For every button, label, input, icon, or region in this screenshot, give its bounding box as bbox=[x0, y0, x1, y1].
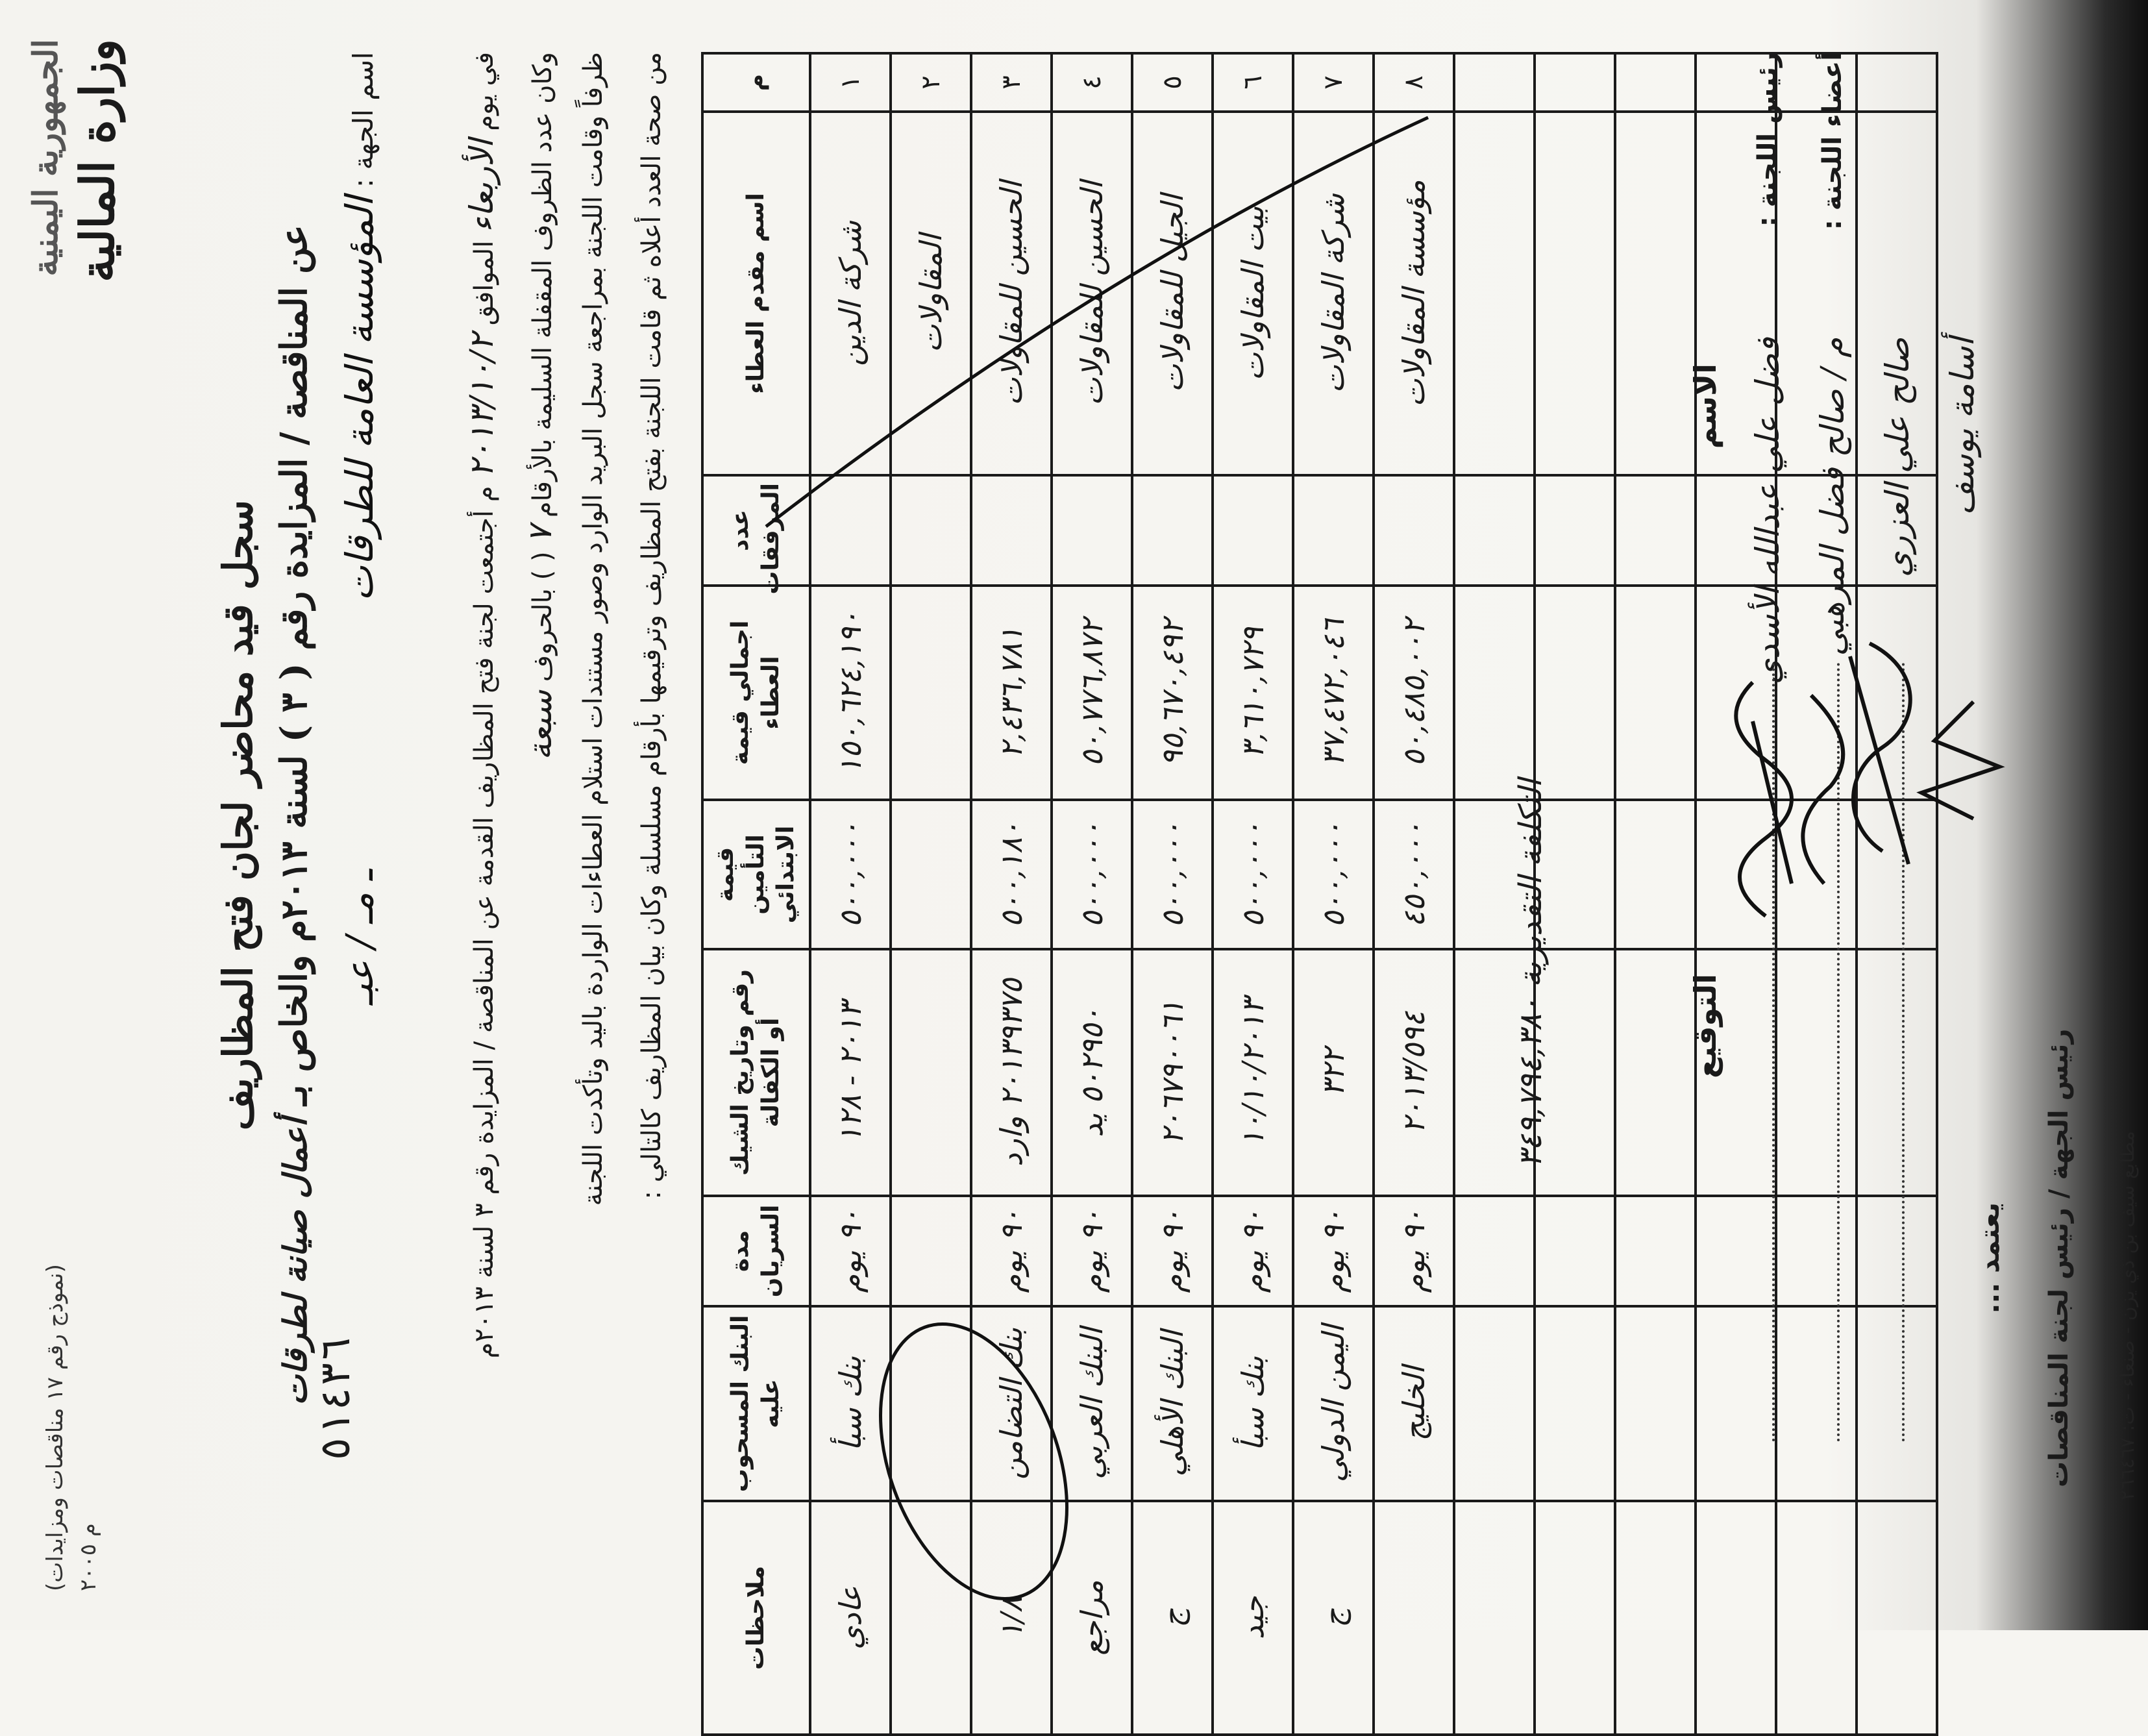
approval-label: يعتمد ... bbox=[1973, 1202, 2005, 1314]
col-header-check: رقم وتاريخ الشيك أو الكفالة bbox=[702, 949, 810, 1196]
cell-validity: ٩٠ يوم bbox=[1052, 1196, 1132, 1306]
cell-validity: ٩٠ يوم bbox=[971, 1196, 1052, 1306]
col-header-notes: ملاحظات bbox=[702, 1501, 810, 1735]
col-header-validity: مدة السريان bbox=[702, 1196, 810, 1306]
cell-insurance: ٥٠٠,٠٠٠ bbox=[1213, 800, 1293, 949]
envelope-count-number: ٧ bbox=[521, 525, 559, 543]
cell-validity: ٩٠ يوم bbox=[1213, 1196, 1293, 1306]
cell-total: ٢,٤٣٦,٧٨١ bbox=[971, 586, 1052, 800]
cell-insurance: ٥٠٠,٠٠٠ bbox=[1132, 800, 1213, 949]
cell-validity: ٩٠ يوم bbox=[1132, 1196, 1213, 1306]
entity-value: المؤسسة العامة للطرقات bbox=[338, 196, 382, 602]
cell-bank: البنك العربي bbox=[1052, 1306, 1132, 1501]
form-number-label: (نموذج رقم ١٧ مناقصات ومزايدات) bbox=[42, 1264, 68, 1591]
members-label: أعضاء اللجنة : bbox=[1818, 52, 1847, 230]
cell-total: ٩٥,٦٧٠,٤٩٢ bbox=[1132, 586, 1213, 800]
cell-insurance: ٥٠٠,٠٠٠ bbox=[1052, 800, 1132, 949]
opening-line: من صحة العدد أعلاه ثم قامت اللجنة بفتح المظاريف وترقيمها بأرقام مسلسلة وكان بيان المظاريف كالتالي : bbox=[637, 52, 667, 1200]
cell-notes: ج bbox=[1293, 1501, 1374, 1735]
meeting-prefix: في يوم bbox=[469, 52, 499, 131]
cell-notes: جيد bbox=[1213, 1501, 1293, 1735]
form-year: م ٢٠٠٥ bbox=[75, 1523, 101, 1591]
cell-total: ١٥٠,٦٢٤,١٩٠ bbox=[810, 586, 891, 800]
meeting-text: م أجتمعت لجنة فتح المظاريف القدمة عن المناقصة / المزايدة رقم ٣ لسنة ٢٠١٣م bbox=[469, 486, 499, 1359]
cell-insurance: ٤٥٠,٠٠٠ bbox=[1374, 800, 1454, 949]
cell-check: ٢٠١٣ - ١٢٨ bbox=[810, 949, 891, 1196]
document-number: ٥١٤٣٦ bbox=[312, 1336, 360, 1461]
col-header-total: اجمالي قيمة العطاء bbox=[702, 586, 810, 800]
cell-bank: بنك سبأ bbox=[810, 1306, 891, 1501]
estimated-cost-value: ٣٤٩,٧٩٤,٣٨٠ bbox=[1512, 997, 1549, 1168]
cell-bank: الخليج bbox=[1374, 1306, 1454, 1501]
entity-handwritten-note: ـ مـ / عبـ bbox=[338, 869, 382, 1006]
meeting-date-label: الموافق bbox=[469, 240, 499, 326]
cell-bidder: الجيل للمقاولات bbox=[1132, 112, 1213, 475]
cell-notes: ج bbox=[1132, 1501, 1213, 1735]
cell-bidder: بيت المقاولات bbox=[1213, 112, 1293, 475]
name-column-header: الاسم bbox=[1688, 364, 1723, 449]
cell-no: ٢ bbox=[891, 53, 971, 112]
cell-check: ٢٠١٣٩٣٧٥ وارد bbox=[971, 949, 1052, 1196]
chair-signature-scribble bbox=[1736, 682, 1792, 916]
cell-bidder: الحسين للمقاولات bbox=[971, 112, 1052, 475]
cell-bidder: شركة المقاولات bbox=[1293, 112, 1374, 475]
chair-label: رئيس اللجنة : bbox=[1753, 52, 1783, 227]
cell-no: ٤ bbox=[1052, 53, 1132, 112]
approval-role: رئيس الجهة / رئيس لجنة المناقصات bbox=[2044, 1028, 2074, 1487]
diagonal-void-line bbox=[766, 118, 1428, 527]
envelope-count-text: وكان عدد الظروف المقفلة السليمة بالأرقام bbox=[528, 52, 558, 518]
member3-name: أسامة يوسف bbox=[1944, 338, 1981, 515]
member2-signature-scribble bbox=[1850, 643, 1910, 864]
cell-bank: اليمن الدولي bbox=[1293, 1306, 1374, 1501]
cell-validity: ٩٠ يوم bbox=[1293, 1196, 1374, 1306]
meeting-day: الأربعاء bbox=[463, 139, 500, 232]
cell-check: ٢٠١٣/٥٩٤ bbox=[1374, 949, 1454, 1196]
signature-column-header: التوقيع bbox=[1688, 974, 1723, 1078]
chair-name: فضل علي عبدالله الأسدي bbox=[1749, 338, 1786, 685]
cell-bank: بنك التضامن bbox=[971, 1306, 1052, 1501]
cell-no: ٦ bbox=[1213, 53, 1293, 112]
register-title: سجل قيد محاضر لجان فتح المظاريف bbox=[214, 499, 262, 1131]
cell-no: ١ bbox=[810, 53, 891, 112]
cell-insurance: ٥٠٠,٠٠٠ bbox=[1293, 800, 1374, 949]
envelope-count-words: سبعة bbox=[521, 689, 559, 760]
cell-bidder: شركة الدين bbox=[810, 112, 891, 475]
col-header-no: م bbox=[702, 53, 810, 112]
cell-total: ٥٠,٤٨٥,٠٠٢ bbox=[1374, 586, 1454, 800]
cell-total: ٣,٦١٠,٧٢٩ bbox=[1213, 586, 1293, 800]
envelope-count-words-label: ( ) بالحروف bbox=[528, 551, 558, 682]
ministry-name: وزارة المالية bbox=[69, 39, 125, 282]
cell-bidder: الحسين للمقاولات bbox=[1052, 112, 1132, 475]
cell-no: ٨ bbox=[1374, 53, 1454, 112]
tender-subject: أعمال صيانة لطرقات bbox=[276, 1118, 314, 1406]
cell-no: ٣ bbox=[971, 53, 1052, 112]
cell-notes: ١/٨ bbox=[971, 1501, 1052, 1735]
cell-total: ٣٧,٤٧٢,٠٤٦ bbox=[1293, 586, 1374, 800]
cell-no: ٧ bbox=[1293, 53, 1374, 112]
col-header-bank: البنك المسحوب عليه bbox=[702, 1306, 810, 1501]
estimated-cost-label: التكلفة التقديرية bbox=[1512, 779, 1549, 987]
meeting-date: ٢٠١٣/١٠/٢ bbox=[463, 333, 500, 478]
circled-notes-signature bbox=[846, 1298, 1102, 1624]
col-header-insurance: قيمة التأمين الابتدائي bbox=[702, 800, 810, 949]
member3-signature-scribble bbox=[1921, 702, 1999, 819]
cell-validity: ٩٠ يوم bbox=[810, 1196, 891, 1306]
cell-bank: بنك سبأ bbox=[1213, 1306, 1293, 1501]
printer-imprint: مطابع سيف بن ذي يزن - صنعاء - ت: ٢٦٦٤٦٧ bbox=[2116, 1130, 2139, 1500]
cell-insurance: ٥٠٠,٠٠٠ bbox=[810, 800, 891, 949]
col-header-bidder: اسم مقدم العطاء bbox=[702, 112, 810, 475]
republic-label: الجمهورية اليمنية bbox=[26, 39, 66, 277]
cell-bank: البنك الأهلي bbox=[1132, 1306, 1213, 1501]
cell-check: ٣٢٢ bbox=[1293, 949, 1374, 1196]
cell-bidder: المقاولات bbox=[891, 112, 971, 475]
cell-no: ٥ bbox=[1132, 53, 1213, 112]
col-header-attachments: عدد المرفقات bbox=[702, 475, 810, 586]
review-line: ظرفاً وقامت اللجنة بمراجعة سجل البريد الوارد وصور مستندات استلام العطاءات الواردة باليد وتأكدت اللجنة bbox=[578, 52, 608, 1206]
cell-notes: عادي bbox=[810, 1501, 891, 1735]
member1-name: م / صالح فضل المرهبي bbox=[1814, 338, 1851, 656]
cell-validity: ٩٠ يوم bbox=[1374, 1196, 1454, 1306]
cell-total: ٥٠,٧٧٦,٨٧٢ bbox=[1052, 586, 1132, 800]
cell-check: ٥٠٢٩٥٠ يد bbox=[1052, 949, 1132, 1196]
cell-check: ١٠/١٠/٢٠١٣ bbox=[1213, 949, 1293, 1196]
cell-insurance: ٥٠٠,١٨٠ bbox=[971, 800, 1052, 949]
cell-notes: مراجع bbox=[1052, 1501, 1132, 1735]
member2-name: صالح علي العزري bbox=[1879, 338, 1916, 578]
member1-signature-scribble bbox=[1803, 695, 1843, 884]
tender-title-text: عن المناقصة / المزايدة رقم ( ٣ ) لسنة ٢٠١٣م والخاص بـ bbox=[273, 225, 315, 1106]
cell-bidder: مؤسسة المقاولات bbox=[1374, 112, 1454, 475]
entity-label: اسم الجهة : bbox=[347, 52, 379, 188]
cell-check: ٢٠٦٧٩٠٠٦١ bbox=[1132, 949, 1213, 1196]
